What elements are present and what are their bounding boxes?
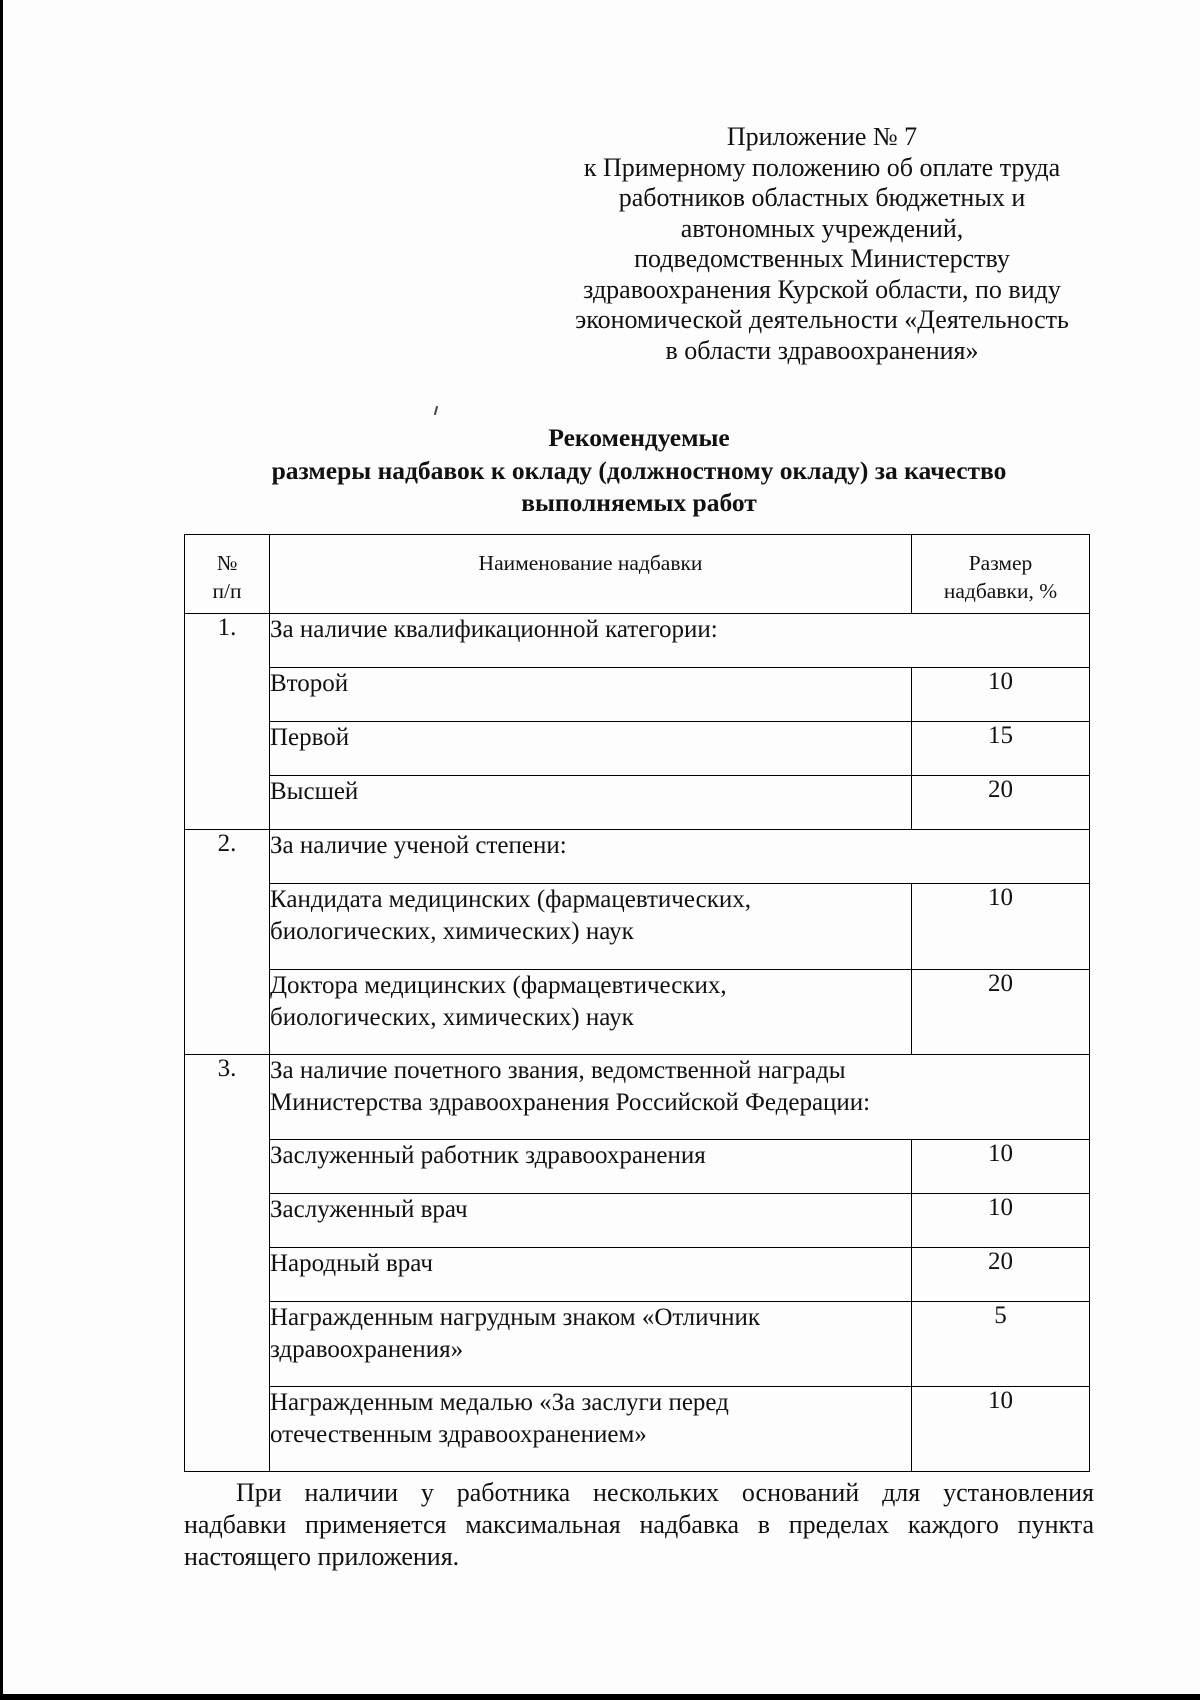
title-line: размеры надбавок к окладу (должностному окладу) за качество [271, 455, 1007, 485]
allowance-name-line: здравоохранения» [270, 1336, 464, 1363]
table-row [185, 1387, 1090, 1472]
group-number: 3. [185, 1055, 270, 1472]
appendix-line: автономных учреждений, [680, 213, 964, 243]
group-number: 1. [185, 614, 270, 830]
table-row [185, 722, 1090, 776]
allowance-name-line: Народный врач [270, 1250, 433, 1277]
document-title [189, 422, 1089, 520]
allowance-name [270, 1140, 912, 1194]
allowance-value: 10 [912, 1387, 1090, 1472]
allowance-name-line: Высшей [270, 778, 359, 805]
allowance-name-line: Заслуженный врач [270, 1196, 468, 1223]
table-group-row [185, 1055, 1090, 1140]
allowance-name-line: Награжденным медалью «За заслуги перед [270, 1389, 729, 1416]
allowance-value: 20 [912, 776, 1090, 830]
allowance-value: 10 [912, 1140, 1090, 1194]
table-row [185, 970, 1090, 1055]
footer-note-line: При наличии у работника нескольких оснований для установления [236, 1478, 1094, 1507]
header-size: Размер надбавки, % [912, 535, 1090, 614]
table-group-row [185, 830, 1090, 884]
allowance-name-line: Второй [270, 670, 349, 697]
allowance-value: 5 [912, 1302, 1090, 1387]
appendix-line: здравоохранения Курской области, по виду [583, 274, 1061, 304]
allowance-name [270, 722, 912, 776]
allowance-name-line: отечественным здравоохранением» [270, 1421, 647, 1448]
group-title-line: За наличие ученой степени: [270, 832, 567, 859]
appendix-header [551, 122, 1093, 366]
appendix-line: экономической деятельности «Деятельность [575, 305, 1069, 334]
table-row [185, 1248, 1090, 1302]
appendix-line: в области здравоохранения» [665, 335, 979, 365]
appendix-line: Приложение № 7 [726, 122, 918, 151]
group-title [270, 614, 1090, 668]
footer-note [184, 1477, 1094, 1573]
title-line: выполняемых работ [521, 488, 757, 517]
allowance-table [184, 534, 1090, 1472]
allowance-name-line: Кандидата медицинских (фармацевтических, [270, 886, 751, 913]
allowance-name [270, 1248, 912, 1302]
appendix-line: работников областных бюджетных и [618, 183, 1026, 212]
table-row [185, 1140, 1090, 1194]
group-title-line: Министерства здравоохранения Российской Федерации: [270, 1089, 871, 1116]
allowance-name [270, 668, 912, 722]
group-title-line: За наличие квалификационной категории: [270, 616, 718, 643]
allowance-name [270, 1194, 912, 1248]
group-number: 2. [185, 830, 270, 1055]
scan-artifact-mark [434, 406, 438, 415]
title-line: Рекомендуемые [548, 423, 730, 452]
allowance-name-line: Награжденным нагрудным знаком «Отличник [270, 1304, 761, 1331]
allowance-name [270, 884, 912, 970]
allowance-name-line: биологических, химических) наук [270, 1004, 634, 1031]
allowance-value: 20 [912, 1248, 1090, 1302]
table-row [185, 884, 1090, 970]
allowance-name-line: Заслуженный работник здравоохранения [270, 1142, 706, 1169]
table-row [185, 776, 1090, 830]
table-group-row [185, 614, 1090, 668]
allowance-value: 10 [912, 884, 1090, 970]
allowance-value: 15 [912, 722, 1090, 776]
header-name: Наименование надбавки [270, 535, 912, 614]
allowance-name-line: Доктора медицинских (фармацевтических, [270, 972, 727, 999]
group-title-line: За наличие почетного звания, ведомственной награды [270, 1057, 846, 1084]
table-row [185, 1302, 1090, 1387]
allowance-name-line: Первой [270, 724, 350, 751]
group-title [270, 830, 1090, 884]
allowance-value: 20 [912, 970, 1090, 1055]
allowance-name [270, 1302, 912, 1387]
table-row [185, 1194, 1090, 1248]
table-row [185, 668, 1090, 722]
allowance-value: 10 [912, 1194, 1090, 1248]
appendix-line: подведомственных Министерству [634, 244, 1010, 273]
table-header-row [185, 535, 1090, 614]
header-num: № п/п [185, 535, 270, 614]
allowance-name [270, 776, 912, 830]
allowance-name [270, 1387, 912, 1472]
allowance-value: 10 [912, 668, 1090, 722]
allowance-name [270, 970, 912, 1055]
group-title [270, 1055, 1090, 1140]
appendix-line: к Примерному положению об оплате труда [583, 152, 1061, 182]
footer-note-rest: надбавки применяется максимальная надбавка в пределах каждого пункта настоящего приложения. [184, 1510, 1094, 1571]
allowance-name-line: биологических, химических) наук [270, 918, 634, 945]
